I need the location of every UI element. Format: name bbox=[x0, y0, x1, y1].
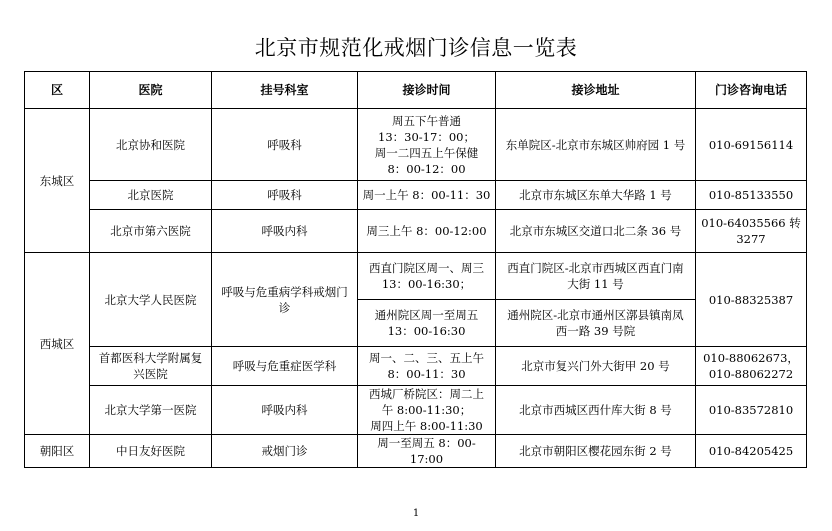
district-cell: 东城区 bbox=[25, 109, 90, 253]
hours-line: 西城厂桥院区：周二上 bbox=[369, 387, 484, 401]
table-row bbox=[25, 347, 807, 386]
hospital-cell: 北京协和医院 bbox=[90, 109, 212, 181]
department-cell: 呼吸与危重病学科戒烟门诊 bbox=[212, 253, 358, 347]
address-cell: 东单院区-北京市东城区帅府园 1 号 bbox=[496, 109, 696, 181]
address-cell: 北京市西城区西什库大街 8 号 bbox=[496, 386, 696, 435]
hours-cell: 周一上午 8：00-11：30 bbox=[358, 181, 496, 210]
hours-line: 8：00-11：30 bbox=[387, 367, 466, 381]
header-phone: 门诊咨询电话 bbox=[696, 72, 807, 109]
address-cell: 北京市朝阳区樱花园东街 2 号 bbox=[496, 435, 696, 468]
department-cell: 呼吸内科 bbox=[212, 210, 358, 253]
page-title: 北京市规范化戒烟门诊信息一览表 bbox=[254, 36, 578, 60]
address-cell: 北京市东城区东单大华路 1 号 bbox=[496, 181, 696, 210]
hours-line: 周一、二、三、五上午 bbox=[369, 351, 484, 365]
phone-cell: 010-83572810 bbox=[696, 386, 807, 435]
hours-cell: 周一至周五 8：00-17:00 bbox=[358, 435, 496, 468]
header-department: 挂号科室 bbox=[212, 72, 358, 109]
department-cell: 戒烟门诊 bbox=[212, 435, 358, 468]
phone-line: 010-88062673， bbox=[703, 351, 799, 365]
phone-cell: 010-84205425 bbox=[696, 435, 807, 468]
hours-line: 通州院区周一至周五 bbox=[374, 308, 479, 322]
hours-line: 13：00-16:30； bbox=[381, 277, 472, 291]
table-row bbox=[25, 210, 807, 253]
address-line: 西一路 39 号院 bbox=[555, 324, 636, 338]
phone-cell bbox=[696, 347, 807, 386]
table-row bbox=[25, 253, 807, 300]
hospital-cell: 北京大学人民医院 bbox=[90, 253, 212, 347]
table-header-row bbox=[25, 72, 807, 109]
table-row bbox=[25, 109, 807, 181]
address-line: 西直门院区-北京市西城区西直门南 bbox=[507, 261, 684, 275]
district-cell: 朝阳区 bbox=[25, 435, 90, 468]
address-cell: 北京市东城区交道口北二条 36 号 bbox=[496, 210, 696, 253]
hours-line: 西直门院区周一、周三 bbox=[369, 261, 484, 275]
hours-cell bbox=[358, 386, 496, 435]
hospital-cell: 北京市第六医院 bbox=[90, 210, 212, 253]
hours-line: 13：30-17：00； bbox=[378, 129, 475, 144]
header-hours: 接诊时间 bbox=[358, 72, 496, 109]
phone-line: 010-88062272 bbox=[708, 367, 794, 381]
address-cell: 北京市复兴门外大街甲 20 号 bbox=[496, 347, 696, 386]
hospital-cell: 北京大学第一医院 bbox=[90, 386, 212, 435]
table-row bbox=[25, 386, 807, 435]
hours-line: 13：00-16:30 bbox=[387, 324, 466, 338]
clinic-table bbox=[24, 71, 807, 468]
hours-cell: 周三上午 8：00-12:00 bbox=[358, 210, 496, 253]
phone-cell: 010-69156114 bbox=[696, 109, 807, 181]
hospital-cell: 北京医院 bbox=[90, 181, 212, 210]
address-cell bbox=[496, 253, 696, 300]
hours-line: 午 8:00-11:30； bbox=[381, 403, 472, 417]
header-address: 接诊地址 bbox=[496, 72, 696, 109]
hours-line: 周四上午 8:00-11:30 bbox=[370, 419, 483, 433]
phone-cell: 010-85133550 bbox=[696, 181, 807, 210]
page-number: 1 bbox=[412, 508, 420, 519]
hours-cell bbox=[358, 109, 496, 181]
hospital-cell: 首都医科大学附属复兴医院 bbox=[90, 347, 212, 386]
address-line: 通州院区-北京市通州区漷县镇南凤 bbox=[507, 308, 684, 322]
hours-line: 周五下午普通 bbox=[392, 113, 461, 128]
address-line: 大街 11 号 bbox=[567, 277, 624, 291]
hours-line: 周一二四五上午保健 bbox=[374, 145, 479, 160]
table-row bbox=[25, 435, 807, 468]
hours-cell bbox=[358, 347, 496, 386]
department-cell: 呼吸内科 bbox=[212, 386, 358, 435]
table-row bbox=[25, 181, 807, 210]
district-cell: 西城区 bbox=[25, 253, 90, 435]
address-cell bbox=[496, 300, 696, 347]
hours-cell bbox=[358, 253, 496, 300]
hours-line: 8：00-12：00 bbox=[387, 161, 466, 176]
phone-cell: 010-64035566 转 3277 bbox=[696, 210, 807, 253]
header-district: 区 bbox=[25, 72, 90, 109]
header-hospital: 医院 bbox=[90, 72, 212, 109]
department-cell: 呼吸与危重症医学科 bbox=[212, 347, 358, 386]
department-cell: 呼吸科 bbox=[212, 181, 358, 210]
hospital-cell: 中日友好医院 bbox=[90, 435, 212, 468]
phone-cell: 010-88325387 bbox=[696, 253, 807, 347]
department-cell: 呼吸科 bbox=[212, 109, 358, 181]
hours-cell bbox=[358, 300, 496, 347]
